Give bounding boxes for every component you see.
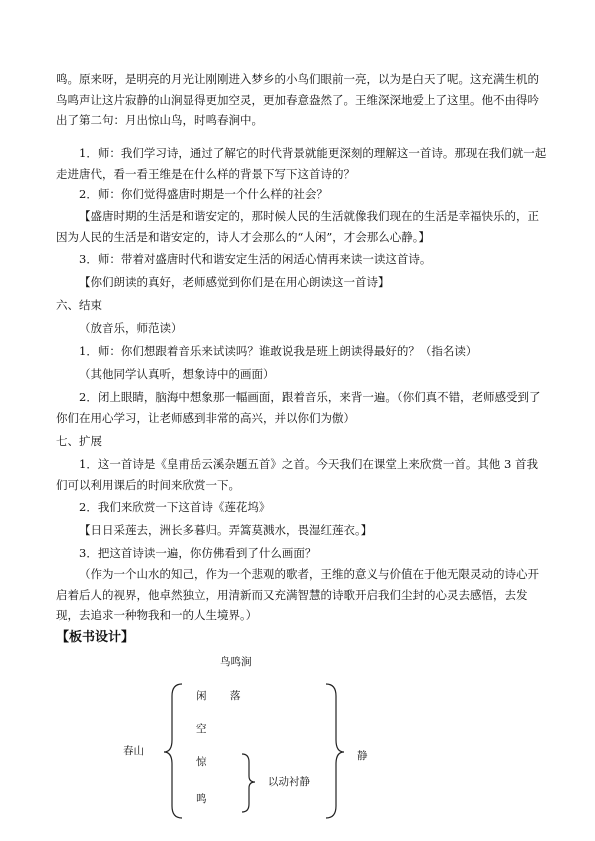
paragraph-music-reading: （放音乐，师范读） [79,321,183,335]
paragraph-others-listen: （其他同学认真听，想象诗中的画面） [79,367,275,381]
paragraph-wang-wei-summary: （作为一个山水的知己，作为一个悲观的歌者，王维的意义与价值在于他无限灵动的诗心开启着后人的视界，他卓然独立，用清新而又充满智慧的诗歌开启我们尘封的心灵去感悟，去发现，去追求一种物我和一的人生境界。） [56,567,539,622]
paragraph-close-eyes: 2．闭上眼睛，脑海中想象那一幅画面，跟着音乐，来背一遍。（你们真不错，老师感受到了你们在用心学习，让老师感到非常的高兴，并以你们为傲） [56,390,541,425]
board-char-jing: 惊 [196,756,207,768]
board-title: 鸟鸣涧 [220,656,252,668]
paragraph-imagine-picture: 3．把这首诗读一遍，你仿佛看到了什么画面？ [79,546,317,560]
paragraph-try-reading: 1．师：你们想跟着音乐来试读吗？谁敢说我是班上朗读得最好的？（指名读） [79,344,478,358]
paragraph-poem-source: 1．这一首诗是《皇甫岳云溪杂题五首》之首。今天我们在课堂上来欣赏一首。其他 3 首我们可以利用课后的时间来欣赏一下。 [56,457,538,492]
inner-brace [242,754,255,812]
paragraph-question-society: 2．师：你们觉得盛唐时期是一个什么样的社会？ [79,187,328,201]
board-left-label: 春山 [123,745,144,757]
board-char-ming: 鸣 [196,793,207,805]
board-char-luo: 落 [230,690,241,702]
paragraph-read-again: 3．师：带着对盛唐时代和谐安定生活的闲适心情再来读一读这首诗。 [79,252,432,266]
board-char-kong: 空 [196,723,207,735]
paragraph-moon-birds: 鸣。原来呀，是明亮的月光让刚刚进入梦乡的小鸟们眼前一亮，以为是白天了呢。这充满生机的鸟鸣声让这片寂静的山涧显得更加空灵，更加春意盎然了。王维深深地爱上了这里。他不由得吟出了第二句：月出惊山鸟，时鸣春涧中。 [56,72,539,127]
right-brace [326,684,344,818]
paragraph-lotus-poem-title: 2．我们来欣赏一下这首诗《莲花坞》 [79,500,271,514]
paragraph-teacher-background: 1．师：我们学习诗，通过了解它的时代背景就能更深刻的理解这一首诗。那现在我们就一起走进唐代，看一看王维是在什么样的背景下写下这首诗的？ [56,146,547,181]
board-design-heading: 【板书设计】 [56,630,135,645]
board-char-xian: 闲 [196,690,207,702]
section-heading-extension: 七、扩展 [56,434,102,448]
paragraph-answer-society: 【盛唐时期的生活是和谐安定的，那时候人民的生活就像我们现在的生活是幸福快乐的，正因为人民的生活是和谐安定的，诗人才会那么的“人闲”，才会那么心静。】 [56,209,539,244]
section-heading-ending: 六、结束 [56,298,102,312]
paragraph-lotus-poem-text: 【日日采莲去，洲长多暮归。弄篙莫溅水，畏湿红莲衣。】 [79,523,373,537]
paragraph-praise: 【你们朗读的真好，老师感觉到你们是在用心朗读这一首诗】 [79,275,390,289]
board-sub-label: 以动衬静 [268,776,310,788]
board-right-label: 静 [357,750,368,762]
left-brace [164,684,182,818]
